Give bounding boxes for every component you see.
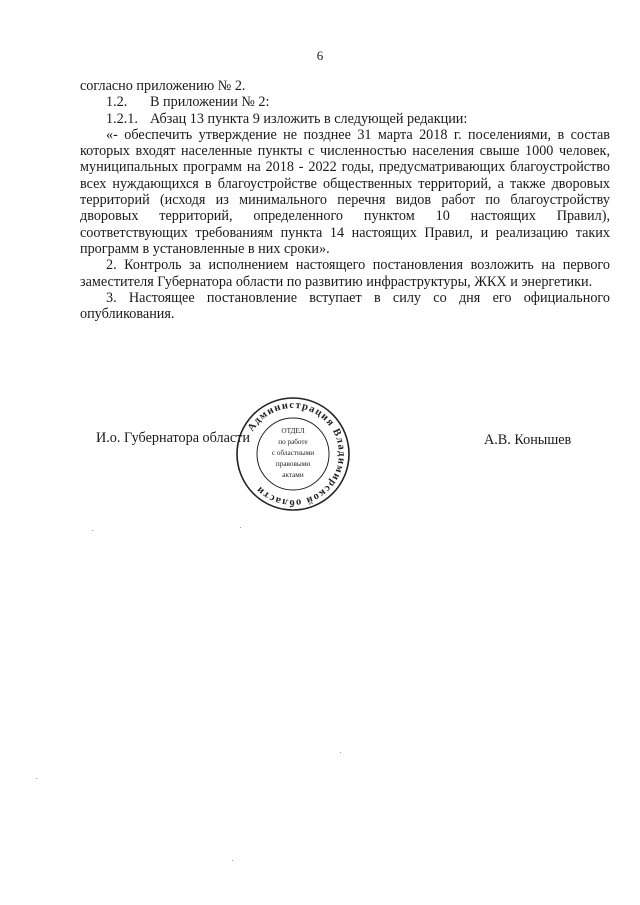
paragraph-continuation: согласно приложению № 2. xyxy=(80,78,246,94)
paragraph-3: 3. Настоящее постановление вступает в силу со дня его официального опубликования. xyxy=(80,289,610,323)
document-body xyxy=(80,78,610,322)
paragraph-1-2 xyxy=(80,94,610,110)
signatory-position: И.о. Губернатора области xyxy=(96,430,250,446)
paragraph-1-2-1 xyxy=(80,111,610,127)
stamp-center-line: правовыми xyxy=(275,460,311,468)
scan-speck xyxy=(92,530,93,531)
stamp-ring-text: Администрация Владимирской области xyxy=(245,399,348,509)
scan-speck xyxy=(340,752,341,753)
scan-speck xyxy=(36,778,37,779)
scan-speck xyxy=(240,527,241,528)
stamp-center-line: ОТДЕЛ xyxy=(281,427,305,435)
page-number: 6 xyxy=(316,48,324,63)
paragraph-2: 2. Контроль за исполнением настоящего постановления возложить на первого заместителя Губернатора области по развитию инфраструктуры, ЖКХ и энергетики. xyxy=(80,257,610,290)
item-text: В приложении № 2: xyxy=(150,94,270,111)
paragraph-quote: «- обеспечить утверждение не позднее 31 марта 2018 г. поселениями, в состав которых входят населенные пункты с численностью населения свыше 1000 человек, муниципальных программ на 2018 - 2022 годы, предусматривающих благоустройство всех нуждающихся в благоустройстве общественных территорий, а также дворовых территорий (исходя из минимального перечня видов работ по благоустройству дворовых территорий, определенного пунктом 10 настоящих Правил), соответствующих требованиям пункта 14 настоящих Правил, и реализацию таких программ в установленные в них сроки». xyxy=(80,126,610,257)
scan-speck xyxy=(232,860,233,861)
stamp-center-line: по работе xyxy=(278,438,308,446)
item-text: Абзац 13 пункта 9 изложить в следующей редакции: xyxy=(150,110,468,127)
stamp-center-line: с областными xyxy=(271,449,315,457)
stamp-center-line: актами xyxy=(282,471,304,479)
official-stamp xyxy=(234,395,352,513)
item-number: 1.2. xyxy=(106,94,128,111)
item-number: 1.2.1. xyxy=(106,110,138,127)
signatory-name: А.В. Конышев xyxy=(484,432,572,448)
